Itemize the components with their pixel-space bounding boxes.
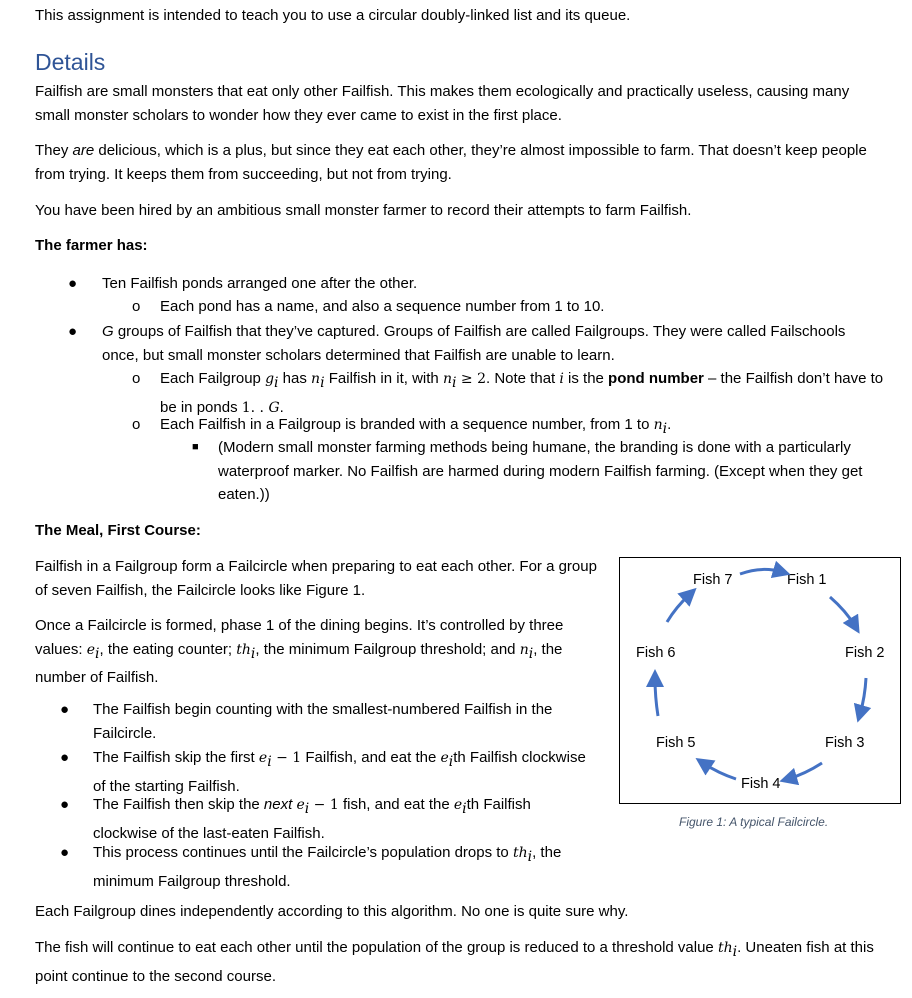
meal-bullet-skip-first: The Failfish skip the first $e_i - 1$ Failfish, and eat the $e_ith$ Failfish clockwise of the starting Failfish. xyxy=(93,749,586,795)
bullet-circle: o xyxy=(132,298,141,315)
bullet-dot: ● xyxy=(68,275,78,292)
bullet-circle: o xyxy=(132,370,141,387)
meal-paragraph-4: The fish will continue to eat each other until the population of the group is reduced to a threshold value $th_i$. Uneaten fish at this point continue to the second course. xyxy=(35,939,874,985)
details-heading: Details xyxy=(35,49,106,75)
arrow-fish4-to-fish5 xyxy=(703,763,736,779)
bullet-dot: ● xyxy=(60,749,70,766)
farmer-subitem-pond-name: Each pond has a name, and also a sequence number from 1 to 10. xyxy=(160,298,605,315)
fish-3-label: Fish 3 xyxy=(825,735,865,751)
farmer-item-ponds: Ten Failfish ponds arranged one after the other. xyxy=(102,275,418,292)
bullet-dot: ● xyxy=(60,844,70,861)
details-paragraph-2: They are delicious, which is a plus, but since they eat each other, they’re almost impossible to farm. That doesn’t keep people from trying. It keeps them from succeeding, but not from trying. xyxy=(35,142,867,183)
meal-bullet-continue: This process continues until the Failcircle’s population drops to $th_i$, the minimum Failgroup threshold. xyxy=(93,844,562,890)
fish-6-label: Fish 6 xyxy=(636,645,676,661)
farmer-subitem-failgroup: Each Failgroup $g_i$ has $n_i$ Failfish in it, with $n_i \ge 2$. Note that i is the pond number – the Failfish don’t have to be in ponds 1. . G. xyxy=(160,370,884,416)
fish-5-label: Fish 5 xyxy=(656,735,696,751)
meal-bullet-start: The Failfish begin counting with the smallest-numbered Failfish in the Failcircle. xyxy=(93,701,553,742)
bullet-dot: ● xyxy=(60,701,70,718)
bullet-square: ■ xyxy=(192,441,199,453)
arrow-fish2-to-fish3 xyxy=(860,678,866,714)
meal-paragraph-3: Each Failgroup dines independently according to this algorithm. No one is quite sure why. xyxy=(35,903,629,920)
arrow-fish6-to-fish7 xyxy=(667,594,690,622)
details-paragraph-3: You have been hired by an ambitious small monster farmer to record their attempts to farm Failfish. xyxy=(35,202,692,219)
farmer-subsubitem-humane: (Modern small monster farming methods being humane, the branding is done with a particularly waterproof marker. No Failfish are harmed during modern Failfish farming. (Except when they get eaten.)) xyxy=(218,439,863,503)
farmer-subitem-branding: Each Failfish in a Failgroup is branded with a sequence number, from 1 to $n_i$. xyxy=(160,416,672,437)
figure-caption: Figure 1: A typical Failcircle. xyxy=(679,815,829,829)
details-paragraph-1: Failfish are small monsters that eat only other Failfish. This makes them ecologically and practically useless, causing many small monster scholars to wonder how they ever came to exist in the first place. xyxy=(35,83,850,124)
arrow-fish7-to-fish1 xyxy=(740,569,782,574)
arrow-fish5-to-fish6 xyxy=(655,678,658,716)
fish-1-label: Fish 1 xyxy=(787,572,827,588)
farmer-item-groups: G groups of Failfish that they’ve captured. Groups of Failfish are called Failgroups. They were called Failschools once, but small monster scholars determined that Failfish are unable to learn. xyxy=(102,323,846,364)
bullet-dot: ● xyxy=(68,323,78,340)
meal-paragraph-1: Failfish in a Failgroup form a Failcircle when preparing to eat each other. For a group of seven Failfish, the Failcircle looks like Figure 1. xyxy=(35,558,597,599)
fish-4-label: Fish 4 xyxy=(741,776,781,792)
bullet-dot: ● xyxy=(60,796,70,813)
meal-paragraph-2: Once a Failcircle is formed, phase 1 of the dining begins. It’s controlled by three values: $e_i$, the eating counter; $th_i$, the minimum Failgroup threshold; and $n_i$, the number of Failfish. xyxy=(35,617,564,686)
fish-7-label: Fish 7 xyxy=(693,572,733,588)
meal-heading: The Meal, First Course: xyxy=(35,522,201,539)
farmer-heading: The farmer has: xyxy=(35,237,148,254)
arrow-fish3-to-fish4 xyxy=(788,763,822,779)
fish-2-label: Fish 2 xyxy=(845,645,885,661)
meal-bullet-skip-next: The Failfish then skip the next $e_i - 1$ fish, and eat the $e_ith$ Failfish clockwise of the last-eaten Failfish. xyxy=(93,796,531,842)
bullet-circle: o xyxy=(132,416,141,433)
arrow-fish1-to-fish2 xyxy=(830,597,855,626)
intro-text: This assignment is intended to teach you to use a circular doubly-linked list and its queue. xyxy=(35,7,631,24)
